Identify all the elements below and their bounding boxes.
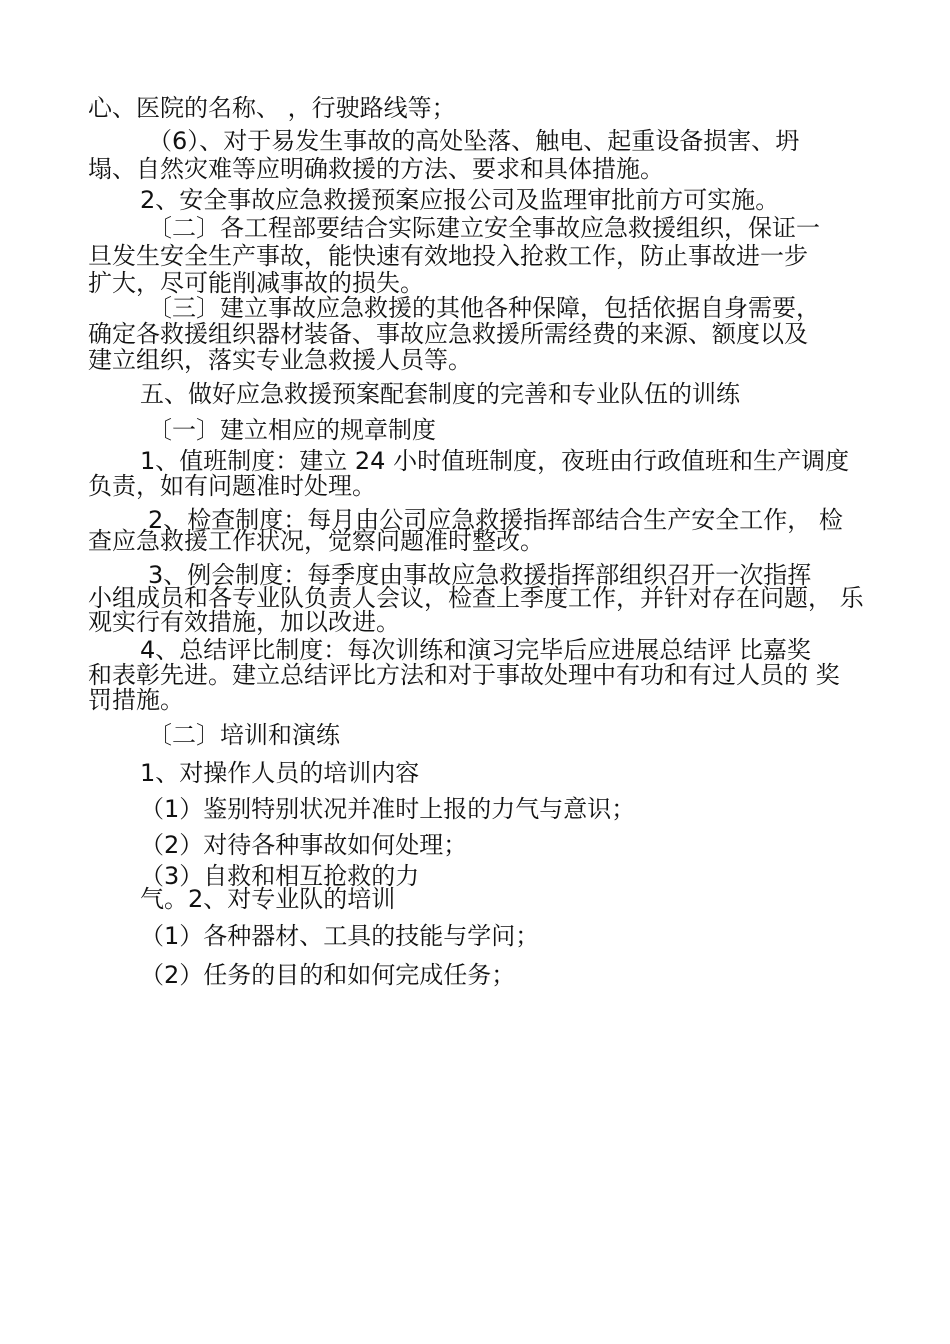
text-line-28: 气。2、对专业队的培训 [140, 885, 396, 913]
text-line-2: （6）、对于易发生事故的高处坠落、触电、起重设备损害、坍 [148, 127, 800, 155]
text-line-9: 确定各救援组织器材装备、事故应急救援所需经费的来源、额度以及 [88, 320, 808, 348]
text-line-1: 心、医院的名称、 ，行驶路线等； [88, 94, 456, 122]
text-line-6: 旦发生安全生产事故，能快速有效地投入抢救工作，防止事故进一步 [88, 242, 808, 270]
text-line-16: 查应急救援工作状况，觉察问题准时整改。 [88, 527, 544, 555]
list-item-5: （2）任务的目的和如何完成任务； [140, 961, 516, 989]
subsection-heading-1: 〔一〕建立相应的规章制度 [148, 416, 436, 444]
list-item-2: （2）对待各种事故如何处理； [140, 831, 468, 859]
text-line-4: 2、安全事故应急救援预案应报公司及监理审批前方可实施。 [140, 186, 780, 214]
text-line-5: 〔二〕各工程部要结合实际建立安全事故应急救援组织，保证一 [148, 214, 820, 242]
text-line-14: 负责，如有问题准时处理。 [88, 472, 376, 500]
text-line-15: 2、检查制度：每月由公司应急救援指挥部结合生产安全工作， 检 [148, 506, 843, 534]
text-line-20: 4、总结评比制度：每次训练和演习完毕后应进展总结评 比嘉奖 [140, 636, 811, 664]
list-item-1: （1）鉴别特别状况并准时上报的力气与意识； [140, 795, 636, 823]
text-line-24: 1、对操作人员的培训内容 [140, 759, 420, 787]
text-line-19: 观实行有效措施，加以改进。 [88, 608, 400, 636]
list-item-4: （1）各种器材、工具的技能与学问； [140, 922, 540, 950]
text-line-18: 小组成员和各专业队负责人会议，检查上季度工作，并针对存在问题， 乐 [88, 584, 864, 612]
list-item-3: （3）自救和相互抢救的力 [140, 862, 420, 890]
text-line-3: 塌、自然灾难等应明确救援的方法、要求和具体措施。 [88, 155, 664, 183]
subsection-heading-2: 〔二〕培训和演练 [148, 721, 340, 749]
text-line-7: 扩大，尽可能削减事故的损失。 [88, 269, 424, 297]
text-line-22: 罚措施。 [88, 686, 184, 714]
text-line-17: 3、例会制度：每季度由事故应急救援指挥部组织召开一次指挥 [148, 561, 812, 589]
text-line-13: 1、值班制度：建立 24 小时值班制度，夜班由行政值班和生产调度 [140, 447, 850, 475]
text-line-10: 建立组织，落实专业急救援人员等。 [88, 346, 472, 374]
text-line-8: 〔三〕建立事故应急救援的其他各种保障，包括依据自身需要， [148, 294, 820, 322]
section-heading-5: 五、做好应急救援预案配套制度的完善和专业队伍的训练 [140, 380, 740, 408]
text-line-21: 和表彰先进。建立总结评比方法和对于事故处理中有功和有过人员的 奖 [88, 661, 840, 689]
